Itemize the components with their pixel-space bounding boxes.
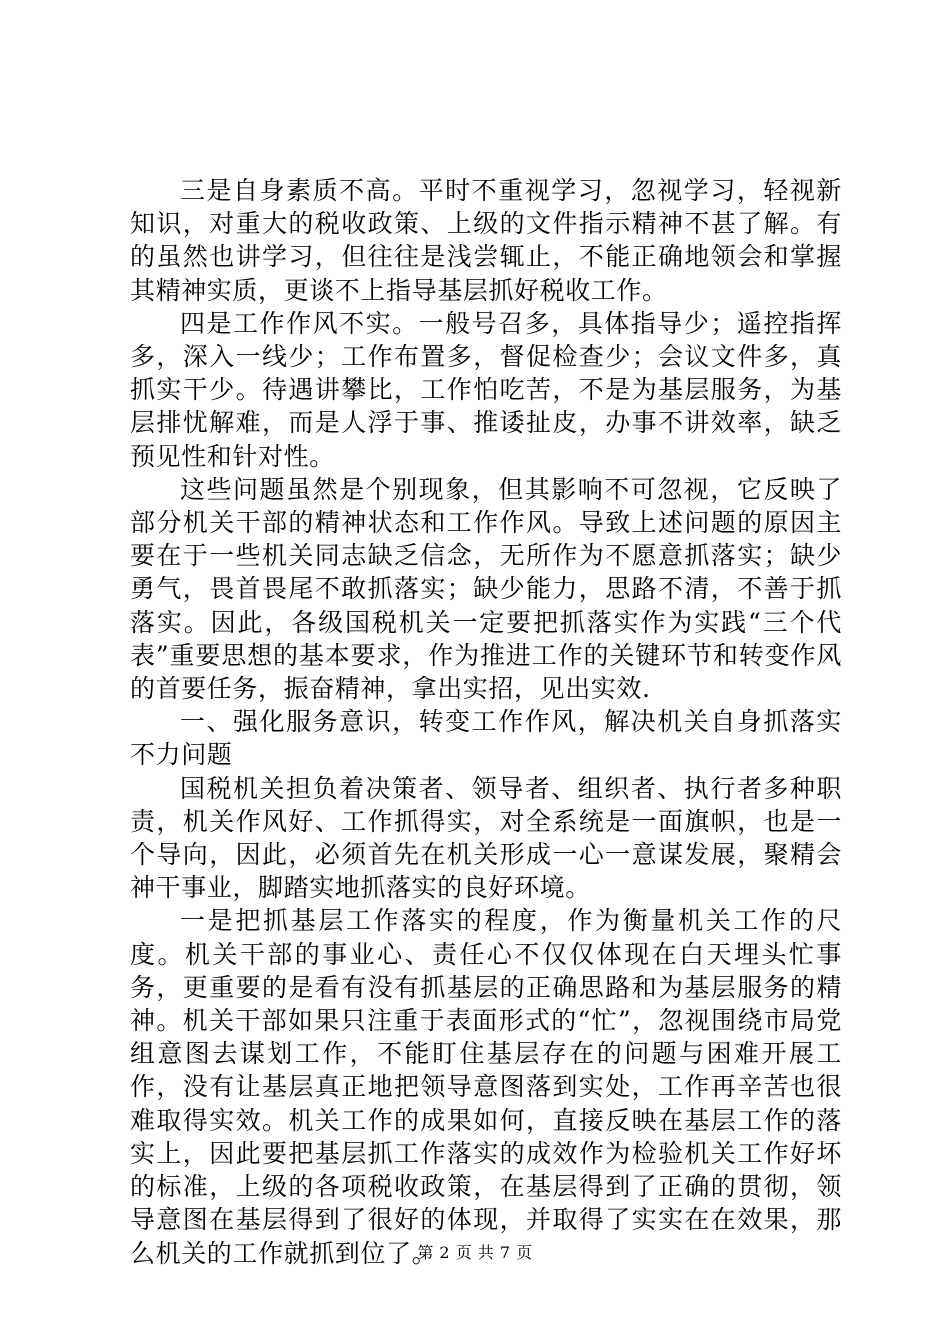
page-number-footer: 第 2 页 共 7 页 bbox=[417, 1243, 533, 1262]
paragraph-5: 一是把抓基层工作落实的程度，作为衡量机关工作的尺度。机关干部的事业心、责任心不仅仅体现在白天埋头忙事务，更重要的是看有没有抓基层的正确思路和为基层服务的精神。机关干部如果只注重于表面形式的“忙”，忽视围绕市局党组意图去谋划工作，不能盯住基层存在的问题与困难开展工作，没有让基层真正地把领导意图落到实处，工作再辛苦也很难取得实效。机关工作的成果如何，直接反映在基层工作的落实上，因此要把基层抓工作落实的成效作为检验机关工作好坏的标准，上级的各项税收政策，在基层得到了正确的贯彻，领导意图在基层得到了很好的体现，并取得了实实在在效果，那么机关的工作就抓到位了。 bbox=[130, 906, 842, 1268]
section-heading: 一、强化服务意识，转变工作作风，解决机关自身抓落实不力问题 bbox=[130, 707, 842, 770]
document-body bbox=[130, 174, 842, 1270]
paragraph-2: 四是工作作风不实。一般号召多，具体指导少；遥控指挥多，深入一线少；工作布置多，督促检查少；会议文件多，真抓实干少。待遇讲攀比，工作怕吃苦，不是为基层服务，为基层排忧解难，而是人浮于事、推诿扯皮，办事不讲效率，缺乏预见性和针对性。 bbox=[130, 308, 842, 471]
paragraph-3: 这些问题虽然是个别现象，但其影响不可忽视，它反映了部分机关干部的精神状态和工作作风。导致上述问题的原因主要在于一些机关同志缺乏信念，无所作为不愿意抓落实；缺少勇气，畏首畏尾不敢抓落实；缺少能力，思路不清，不善于抓落实。因此，各级国税机关一定要把抓落实作为实践“三个代表”重要思想的基本要求，作为推进工作的关键环节和转变作风的首要任务，振奋精神，拿出实招，见出实效. bbox=[130, 474, 842, 704]
paragraph-4: 国税机关担负着决策者、领导者、组织者、执行者多种职责，机关作风好、工作抓得实，对全系统是一面旗帜，也是一个导向，因此，必须首先在机关形成一心一意谋发展，聚精会神干事业，脚踏实地抓落实的良好环境。 bbox=[130, 773, 842, 903]
paragraph-1: 三是自身素质不高。平时不重视学习，忽视学习，轻视新知识，对重大的税收政策、上级的文件指示精神不甚了解。有的虽然也讲学习，但往往是浅尝辄止，不能正确地领会和掌握其精神实质，更谈不上指导基层抓好税收工作。 bbox=[130, 176, 842, 305]
